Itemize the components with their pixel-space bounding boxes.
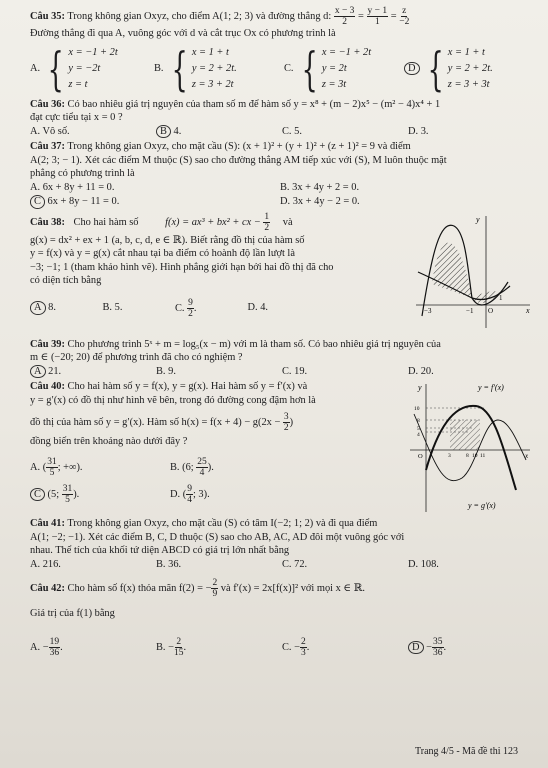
q41-option-b[interactable]: B. 36.: [156, 558, 182, 570]
g-prime-label: y = g′(x): [468, 501, 496, 511]
xtick-3: 3: [448, 453, 451, 460]
tick-1: 1: [499, 293, 503, 302]
y-label: y: [476, 214, 480, 224]
q35-option-d[interactable]: D { x = 1 + t y = 2 + 2t. z = 3 + 3t: [404, 45, 493, 93]
q35-option-c[interactable]: C. { x = −1 + 2t y = 2t z = 3t: [284, 41, 372, 96]
xtick-11: 11: [480, 453, 486, 460]
q40-label: Câu 40:: [30, 381, 65, 393]
q36-option-b-circle: B: [156, 125, 171, 138]
q38-options: [30, 298, 320, 319]
ytick-5: 5: [417, 426, 420, 433]
q35-text2: Đường thẳng đi qua A, vuông góc với d và cắt trục Ox có phương trình là: [30, 28, 336, 39]
tick-minus3: −3: [424, 306, 432, 315]
q35-option-b[interactable]: B. { x = 1 + t y = 2 + 2t. z = 3 + 2t: [154, 41, 237, 96]
question-40: Câu 40: Cho hai hàm số y = f(x), y = g(x). Hai hàm số y = f′(x) và y = g′(x) có đồ thị như hình vẽ bên, trong đó đường cong đậm hơn là đồ thị của hàm số y = g′(x). Hàm số h(x) = f(x + 4) − g(2x − $\frac{3}{2}$ ) đồng biến trên khoảng nào dưới đây ? A. ( $\frac{31}{5}$ ; +∞). B. (6; $\frac{25}{4}$ ). C (5; $\frac{31}{5}$ ). D. ( $\frac{9}{4}$ ; 3). y y = f′(x) y = g′(x) O x 10 8 5 4 3 8 10 11: [30, 380, 534, 515]
question-35: Câu 35: Trong không gian Oxyz, cho điểm A(1; 2; 3) và đường thẳng d: $\frac{x - 3}{2}$ = $\frac{y - 1}{1}$ = $\frac{z}{-2}$ Đường thẳng đi qua A, vuông góc với d và cắt trục Ox có phương trình là A. { x = −1 + 2t y = −2t z = t B. { x = 1 + t y = 2 + 2t. z = 3 + 2t C. { x = −1 + 2t y = 2t z = 3t D { x = 1 + t y = 2 + 2t. z = 3 + 3t: [30, 6, 534, 95]
q38-graph: [410, 212, 534, 330]
q40-graph: [404, 380, 534, 515]
q39-option-c[interactable]: C. 19.: [282, 365, 308, 377]
ytick-4: 4: [417, 432, 420, 439]
q40-option-b[interactable]: B. (6; $\frac{25}{4}$ ).: [170, 456, 214, 478]
q40-option-a[interactable]: A. ( $\frac{31}{5}$ ; +∞).: [30, 456, 83, 478]
q42-options: [30, 637, 534, 658]
q38-option-a-circle: A: [30, 301, 46, 314]
q35-option-d-circle: D: [404, 62, 420, 75]
q38-option-b[interactable]: B. 5.: [102, 302, 123, 314]
q39-label: Câu 39:: [30, 338, 65, 350]
q37-option-a[interactable]: A. 6x + 8y + 11 = 0.: [30, 181, 115, 193]
q36-option-c[interactable]: C. 5.: [282, 125, 302, 137]
question-38: Câu 38: Cho hai hàm số f(x) = ax³ + bx² + cx − $\frac{1}{2}$ và g(x) = dx² + ex + 1 (a, b, c, d, e ∈ ℝ). Biết rằng đồ thị của hàm số y = f(x) và y = g(x) cắt nhau tại ba điểm có hoành độ lần lượt là −3; −1; 1 (tham khảo hình vẽ). Hình phẳng giới hạn bởi hai đồ thị đã cho có diện tích bằng A 8. B. 5. C. $\frac{9}{2}$ . D. 4. y x O −3 −1 1: [30, 212, 534, 330]
question-39: Câu 39: Cho phương trình 5ˣ + m = log₅(x − m) với m là tham số. Có bao nhiêu giá trị nguyên của m ∈ (−20; 20) để phương trình đã cho có nghiệm ? A 21. B. 9. C. 19. D. 20.: [30, 338, 534, 379]
q36-label: Câu 36:: [30, 98, 65, 110]
q37-option-d[interactable]: D. 3x + 4y − 2 = 0.: [280, 196, 360, 208]
y-label: y: [418, 383, 422, 393]
q41-option-c[interactable]: C. 72.: [282, 558, 308, 570]
origin-label: O: [418, 453, 423, 461]
q42-option-d[interactable]: D − $\frac{35}{36}$ .: [408, 637, 534, 658]
q40-option-c-circle: C: [30, 488, 45, 501]
q36-option-b[interactable]: B 4.: [156, 125, 282, 139]
xtick-8: 8: [466, 453, 469, 460]
q38-label: Câu 38:: [30, 216, 65, 228]
question-36: Câu 36: Có bao nhiêu giá trị nguyên của tham số m để hàm số y = x⁸ + (m − 2)x⁵ − (m² − 4)x⁴ + 1 đạt cực tiểu tại x = 0 ? A. Vô số. B 4. C. 5. D. 3.: [30, 98, 534, 139]
x-label: x: [526, 305, 530, 315]
q42-label: Câu 42:: [30, 583, 65, 595]
q39-option-b[interactable]: B. 9.: [156, 365, 176, 377]
q42-option-a[interactable]: A. − $\frac{19}{36}$ .: [30, 636, 63, 658]
q36-options: [30, 125, 534, 139]
origin-label: O: [488, 306, 494, 315]
q39-option-a-circle: A: [30, 365, 46, 378]
q37-label: Câu 37:: [30, 141, 65, 153]
xtick-10: 10: [472, 453, 478, 460]
shaded-region-left: [432, 242, 472, 297]
q41-options: [30, 558, 534, 572]
page-footer: Trang 4/5 - Mã đề thi 123: [415, 746, 518, 757]
q41-option-d[interactable]: D. 108.: [408, 558, 439, 570]
q42-option-b[interactable]: B. − $\frac{2}{15}$ .: [156, 636, 187, 658]
q35-text: Trong không gian Oxyz, cho điểm A(1; 2; 3) và đường thẳng d:: [67, 10, 332, 22]
ytick-10: 10: [414, 406, 420, 413]
question-37: Câu 37: Trong không gian Oxyz, cho mặt cầu (S): (x + 1)² + (y + 1)² + (z + 1)² = 9 và điểm A(2; 3; − 1). Xét các điểm M thuộc (S) sao cho đường thẳng AM tiếp xúc với (S), M luôn thuộc mặt phẳng có phương trình là A. 6x + 8y + 11 = 0. B. 3x + 4y + 2 = 0. C 6x + 8y − 11 = 0. D. 3x + 4y − 2 = 0.: [30, 140, 534, 209]
question-41: Câu 41: Trong không gian Oxyz, cho mặt cầu (S) có tâm I(−2; 1; 2) và đi qua điểm A(1; −2; −1). Xét các điểm B, C, D thuộc (S) sao cho AB, AC, AD đôi một vuông góc với nhau. Thể tích của khối tứ diện ABCD có giá trị lớn nhất bằng A. 216. B. 36. C. 72. D. 108.: [30, 517, 534, 571]
ytick-8: 8: [417, 418, 420, 425]
q38-option-d[interactable]: D. 4.: [247, 302, 268, 314]
q37-option-c-circle: C: [30, 195, 45, 208]
f-prime-label: y = f′(x): [478, 383, 504, 393]
q42-option-c[interactable]: C. − $\frac{2}{3}$ .: [282, 636, 310, 658]
q37-options: [30, 181, 534, 209]
q41-label: Câu 41:: [30, 518, 65, 530]
question-42: Câu 42: Cho hàm số f(x) thỏa mãn f(2) = − $\frac{2}{9}$ và f′(x) = 2x[f(x)]² với mọi x ∈ ℝ. Giá trị của f(1) bằng A. − $\frac{19}{36}$ . B. − $\frac{2}{15}$ . C. − $\frac{2}{3}$ . D − $\frac{35}{36}$ .: [30, 577, 534, 658]
tick-minus1: −1: [466, 306, 474, 315]
q37-option-b[interactable]: B. 3x + 4y + 2 = 0.: [280, 181, 360, 193]
q36-option-a[interactable]: A. Vô số.: [30, 125, 70, 137]
q36-option-d[interactable]: D. 3.: [408, 125, 429, 137]
q41-option-a[interactable]: A. 216.: [30, 558, 61, 570]
x-label: x: [525, 452, 529, 461]
q40-options: [30, 457, 404, 505]
q38-option-c[interactable]: C. $\frac{9}{2}$ .: [175, 297, 197, 319]
q35-option-a[interactable]: A. { x = −1 + 2t y = −2t z = t: [30, 41, 118, 96]
q35-label: Câu 35:: [30, 10, 65, 22]
q40-option-d[interactable]: D. ( $\frac{9}{4}$ ; 3).: [170, 483, 210, 505]
q39-option-d[interactable]: D. 20.: [408, 365, 434, 377]
hatched-area: [450, 420, 480, 450]
q40-option-c[interactable]: C (5; $\frac{31}{5}$ ).: [30, 484, 170, 505]
q38-option-a[interactable]: A 8.: [30, 301, 103, 315]
q39-option-a[interactable]: A 21.: [30, 365, 156, 379]
q42-option-d-circle: D: [408, 641, 424, 654]
q39-options: [30, 365, 534, 379]
q37-option-c[interactable]: C 6x + 8y − 11 = 0.: [30, 195, 280, 209]
q35-options: [30, 43, 534, 95]
